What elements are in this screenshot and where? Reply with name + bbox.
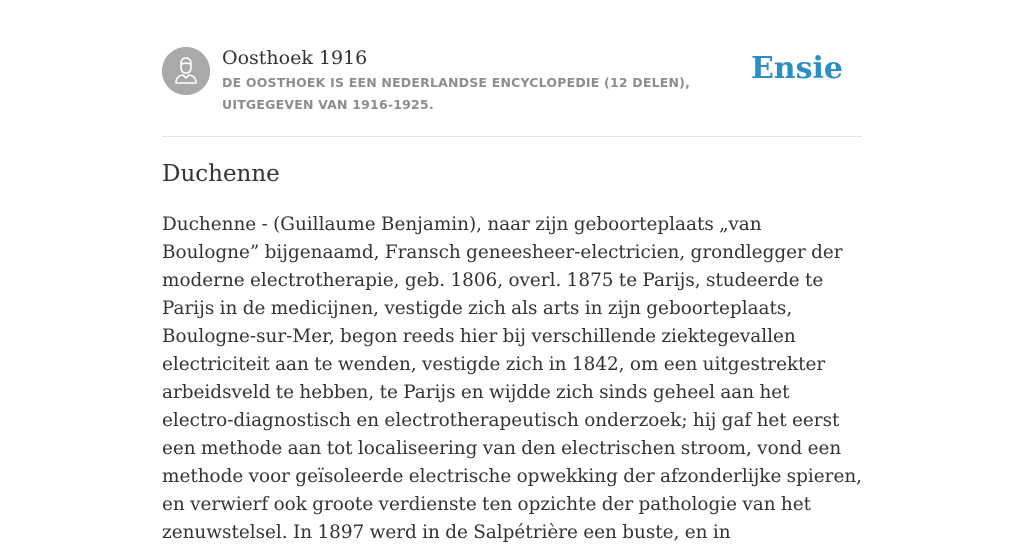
source-header	[162, 46, 862, 137]
ensie-logo-link[interactable]: Ensie	[750, 51, 843, 86]
source-description: DE OOSTHOEK IS EEN NEDERLANDSE ENCYCLOPEDIE (12 DELEN), UITGEGEVEN VAN 1916-1925.	[222, 75, 691, 112]
entry-body: Duchenne - (Guillaume Benjamin), naar zijn geboorteplaats „van Boulogne” bijgenaamd, Fransch geneesheer-electricien, grondlegger der moderne electrotherapie, geb. 1806, overl. 1875 te Parijs, studeerde te Parijs in de medicijnen, vestigde zich als arts in zijn geboorteplaats, Boulogne-sur-Mer, begon reeds hier bij verschillende ziektegevallen electriciteit aan te wenden, vestigde zich in 1842, om een uitgestrekter arbeidsveld te hebben, te Parijs en wijdde zich sinds geheel aan het electro-diagnostisch en electrotherapeutisch onderzoek; hij gaf het eerst een methode aan tot localiseering van den electrischen stroom, vond een methode voor geïsoleerde electrische opwekking der afzonderlijke spieren, en verwierf ook groote verdienste ten opzichte der pathologie van het zenuwstelsel. In 1897 werd in de Salpétrière een buste, en in	[162, 214, 863, 543]
entry-title: Duchenne	[162, 161, 280, 187]
source-title-link[interactable]: Oosthoek 1916	[222, 47, 368, 69]
user-avatar-icon[interactable]	[162, 47, 210, 95]
